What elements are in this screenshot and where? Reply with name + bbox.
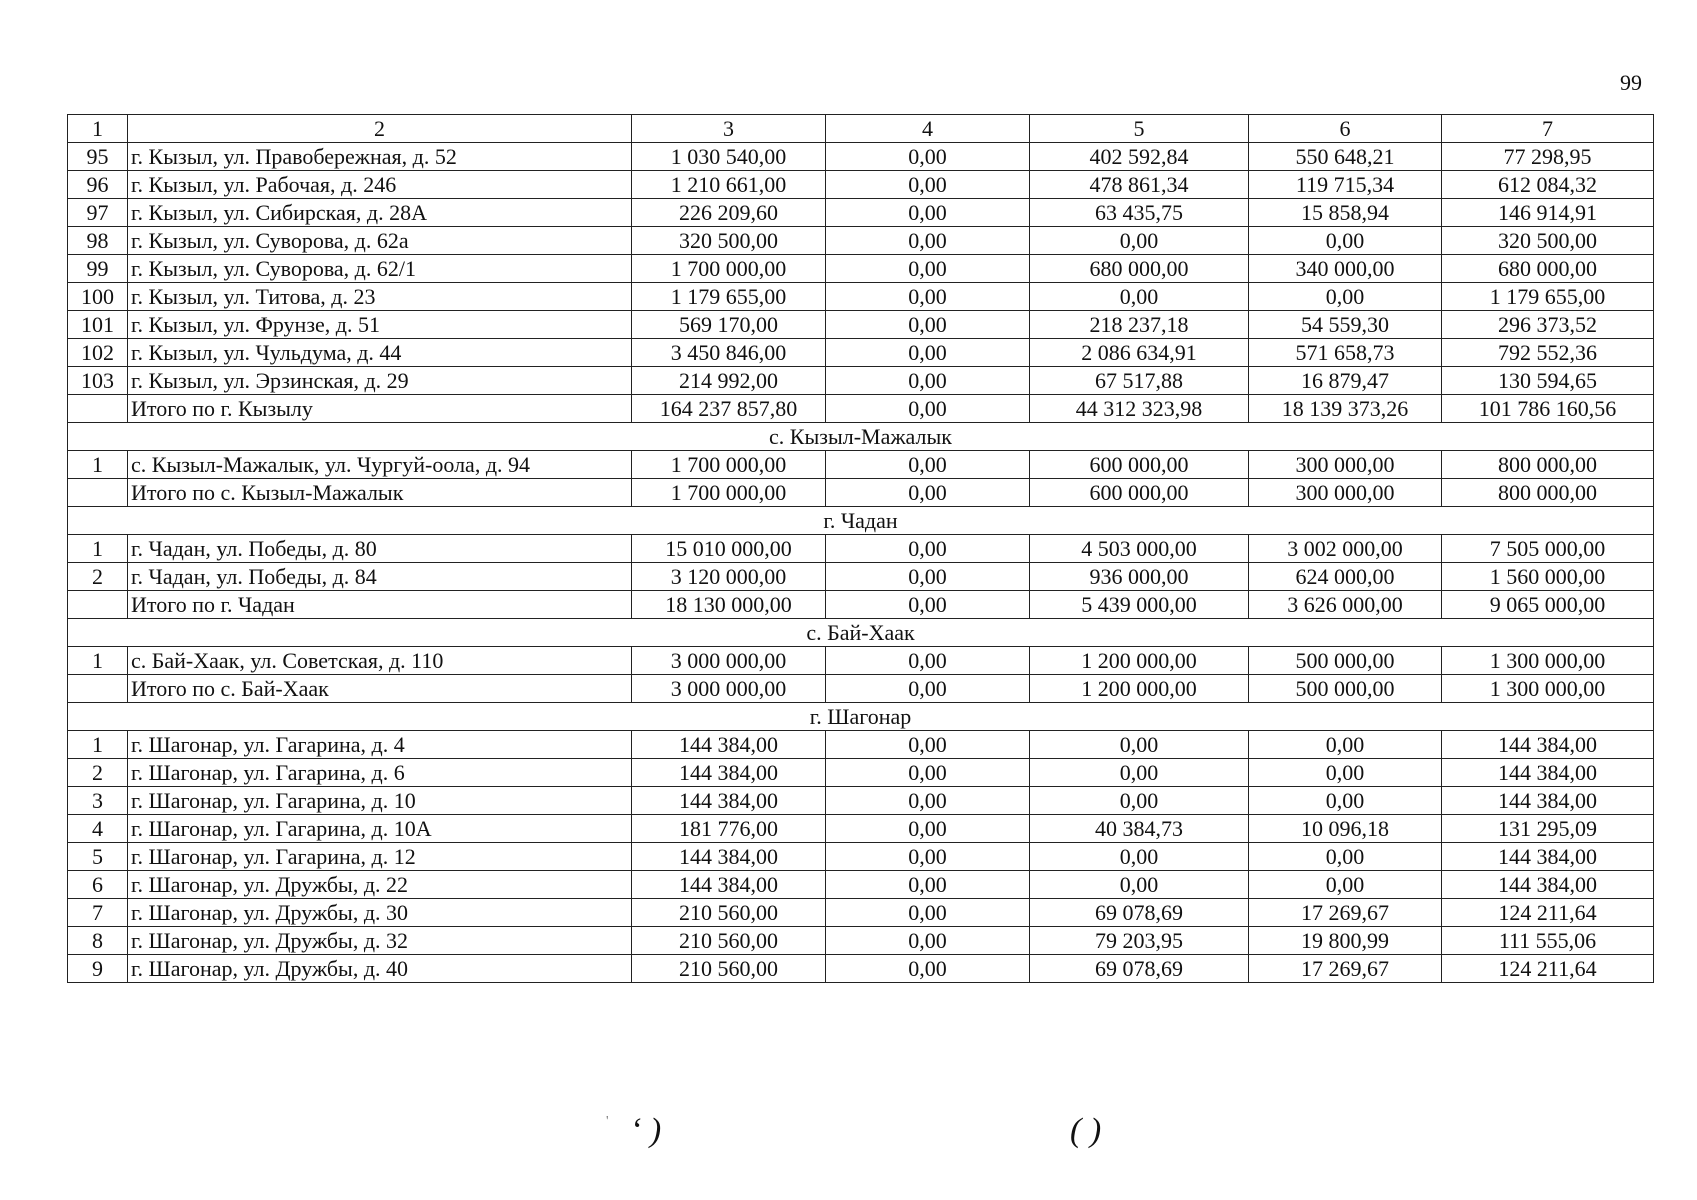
table-row	[68, 451, 1654, 479]
col4-cell: 0,00	[826, 675, 1030, 703]
col3-cell: 1 179 655,00	[632, 283, 826, 311]
row-number: 95	[68, 143, 128, 171]
col3-cell: 164 237 857,80	[632, 395, 826, 423]
table-body	[68, 115, 1654, 983]
address-cell: г. Шагонар, ул. Дружбы, д. 22	[128, 871, 632, 899]
col4-cell: 0,00	[826, 647, 1030, 675]
col3-cell: 320 500,00	[632, 227, 826, 255]
address-cell: г. Кызыл, ул. Фрунзе, д. 51	[128, 311, 632, 339]
row-number: 1	[68, 451, 128, 479]
col6-cell: 500 000,00	[1249, 647, 1442, 675]
row-number: 96	[68, 171, 128, 199]
col3-cell: 18 130 000,00	[632, 591, 826, 619]
col3-cell: 226 209,60	[632, 199, 826, 227]
col5-cell: 600 000,00	[1030, 479, 1249, 507]
col7-cell: 111 555,06	[1442, 927, 1654, 955]
address-cell: г. Кызыл, ул. Правобережная, д. 52	[128, 143, 632, 171]
col7-cell: 320 500,00	[1442, 227, 1654, 255]
col6-cell: 0,00	[1249, 283, 1442, 311]
col6-cell: 15 858,94	[1249, 199, 1442, 227]
address-cell: г. Кызыл, ул. Чульдума, д. 44	[128, 339, 632, 367]
col7-cell: 680 000,00	[1442, 255, 1654, 283]
col3-cell: 569 170,00	[632, 311, 826, 339]
address-cell: г. Кызыл, ул. Сибирская, д. 28А	[128, 199, 632, 227]
col5-cell: 0,00	[1030, 787, 1249, 815]
col7-cell: 800 000,00	[1442, 451, 1654, 479]
col7-cell: 146 914,91	[1442, 199, 1654, 227]
col3-cell: 144 384,00	[632, 787, 826, 815]
col4-cell: 0,00	[826, 871, 1030, 899]
col6-cell: 624 000,00	[1249, 563, 1442, 591]
address-cell: Итого по с. Бай-Хаак	[128, 675, 632, 703]
col7-cell: 130 594,65	[1442, 367, 1654, 395]
col3-cell: 144 384,00	[632, 871, 826, 899]
col5-cell: 69 078,69	[1030, 899, 1249, 927]
header-cell: 3	[632, 115, 826, 143]
col3-cell: 1 700 000,00	[632, 255, 826, 283]
address-cell: г. Чадан, ул. Победы, д. 84	[128, 563, 632, 591]
col5-cell: 478 861,34	[1030, 171, 1249, 199]
col6-cell: 550 648,21	[1249, 143, 1442, 171]
col3-cell: 1 700 000,00	[632, 479, 826, 507]
address-cell: г. Чадан, ул. Победы, д. 80	[128, 535, 632, 563]
address-cell: г. Шагонар, ул. Гагарина, д. 4	[128, 731, 632, 759]
col4-cell: 0,00	[826, 143, 1030, 171]
col3-cell: 3 000 000,00	[632, 675, 826, 703]
col7-cell: 1 300 000,00	[1442, 675, 1654, 703]
col4-cell: 0,00	[826, 843, 1030, 871]
col6-cell: 340 000,00	[1249, 255, 1442, 283]
col3-cell: 210 560,00	[632, 927, 826, 955]
col4-cell: 0,00	[826, 171, 1030, 199]
table-row	[68, 843, 1654, 871]
total-row	[68, 479, 1654, 507]
col7-cell: 7 505 000,00	[1442, 535, 1654, 563]
col3-cell: 144 384,00	[632, 843, 826, 871]
row-number: 1	[68, 731, 128, 759]
col7-cell: 1 300 000,00	[1442, 647, 1654, 675]
col6-cell: 0,00	[1249, 227, 1442, 255]
table-row	[68, 171, 1654, 199]
col6-cell: 3 002 000,00	[1249, 535, 1442, 563]
header-cell: 5	[1030, 115, 1249, 143]
address-cell: г. Шагонар, ул. Гагарина, д. 12	[128, 843, 632, 871]
col7-cell: 9 065 000,00	[1442, 591, 1654, 619]
col6-cell: 3 626 000,00	[1249, 591, 1442, 619]
table-row	[68, 759, 1654, 787]
col3-cell: 144 384,00	[632, 759, 826, 787]
section-title: с. Кызыл-Мажалык	[68, 423, 1654, 451]
section-row	[68, 507, 1654, 535]
col5-cell: 79 203,95	[1030, 927, 1249, 955]
col7-cell: 101 786 160,56	[1442, 395, 1654, 423]
col5-cell: 0,00	[1030, 759, 1249, 787]
col3-cell: 210 560,00	[632, 955, 826, 983]
col6-cell: 54 559,30	[1249, 311, 1442, 339]
col4-cell: 0,00	[826, 535, 1030, 563]
data-table	[67, 114, 1654, 983]
row-number: 2	[68, 759, 128, 787]
col4-cell: 0,00	[826, 255, 1030, 283]
address-cell: г. Шагонар, ул. Гагарина, д. 10А	[128, 815, 632, 843]
address-cell: г. Шагонар, ул. Дружбы, д. 40	[128, 955, 632, 983]
section-row	[68, 619, 1654, 647]
col6-cell: 16 879,47	[1249, 367, 1442, 395]
col3-cell: 181 776,00	[632, 815, 826, 843]
table-row	[68, 367, 1654, 395]
col4-cell: 0,00	[826, 339, 1030, 367]
page-number: 99	[1620, 70, 1642, 95]
table-row	[68, 283, 1654, 311]
col4-cell: 0,00	[826, 367, 1030, 395]
col4-cell: 0,00	[826, 731, 1030, 759]
address-cell: Итого по г. Чадан	[128, 591, 632, 619]
col5-cell: 0,00	[1030, 871, 1249, 899]
table-row	[68, 563, 1654, 591]
col6-cell: 300 000,00	[1249, 479, 1442, 507]
col4-cell: 0,00	[826, 395, 1030, 423]
col6-cell: 0,00	[1249, 731, 1442, 759]
col7-cell: 144 384,00	[1442, 787, 1654, 815]
col7-cell: 1 179 655,00	[1442, 283, 1654, 311]
col5-cell: 680 000,00	[1030, 255, 1249, 283]
address-cell: с. Бай-Хаак, ул. Советская, д. 110	[128, 647, 632, 675]
col3-cell: 3 120 000,00	[632, 563, 826, 591]
col5-cell: 63 435,75	[1030, 199, 1249, 227]
col6-cell: 0,00	[1249, 843, 1442, 871]
address-cell: Итого по г. Кызылу	[128, 395, 632, 423]
col6-cell: 300 000,00	[1249, 451, 1442, 479]
col5-cell: 2 086 634,91	[1030, 339, 1249, 367]
col6-cell: 571 658,73	[1249, 339, 1442, 367]
col7-cell: 296 373,52	[1442, 311, 1654, 339]
row-number: 6	[68, 871, 128, 899]
col7-cell: 800 000,00	[1442, 479, 1654, 507]
section-title: г. Шагонар	[68, 703, 1654, 731]
col5-cell: 600 000,00	[1030, 451, 1249, 479]
table-row	[68, 647, 1654, 675]
col5-cell: 40 384,73	[1030, 815, 1249, 843]
scan-mark-right: ( )	[1070, 1112, 1102, 1149]
header-cell: 4	[826, 115, 1030, 143]
col5-cell: 936 000,00	[1030, 563, 1249, 591]
col7-cell: 144 384,00	[1442, 843, 1654, 871]
col3-cell: 1 210 661,00	[632, 171, 826, 199]
header-cell: 1	[68, 115, 128, 143]
col4-cell: 0,00	[826, 283, 1030, 311]
address-cell: Итого по с. Кызыл-Мажалык	[128, 479, 632, 507]
row-number	[68, 591, 128, 619]
col6-cell: 0,00	[1249, 787, 1442, 815]
header-cell: 6	[1249, 115, 1442, 143]
col6-cell: 119 715,34	[1249, 171, 1442, 199]
col7-cell: 124 211,64	[1442, 955, 1654, 983]
col5-cell: 0,00	[1030, 731, 1249, 759]
col7-cell: 1 560 000,00	[1442, 563, 1654, 591]
col4-cell: 0,00	[826, 787, 1030, 815]
section-title: с. Бай-Хаак	[68, 619, 1654, 647]
address-cell: г. Кызыл, ул. Титова, д. 23	[128, 283, 632, 311]
table-row	[68, 311, 1654, 339]
table-row	[68, 255, 1654, 283]
col3-cell: 15 010 000,00	[632, 535, 826, 563]
header-cell: 2	[128, 115, 632, 143]
col3-cell: 210 560,00	[632, 899, 826, 927]
address-cell: с. Кызыл-Мажалык, ул. Чургуй-оола, д. 94	[128, 451, 632, 479]
table-row	[68, 815, 1654, 843]
col4-cell: 0,00	[826, 199, 1030, 227]
col7-cell: 124 211,64	[1442, 899, 1654, 927]
col3-cell: 3 450 846,00	[632, 339, 826, 367]
col5-cell: 218 237,18	[1030, 311, 1249, 339]
col6-cell: 17 269,67	[1249, 955, 1442, 983]
table-row	[68, 199, 1654, 227]
col6-cell: 10 096,18	[1249, 815, 1442, 843]
col4-cell: 0,00	[826, 899, 1030, 927]
table-row	[68, 143, 1654, 171]
table-row	[68, 339, 1654, 367]
col6-cell: 0,00	[1249, 759, 1442, 787]
section-title: г. Чадан	[68, 507, 1654, 535]
row-number: 8	[68, 927, 128, 955]
row-number: 1	[68, 535, 128, 563]
col5-cell: 0,00	[1030, 283, 1249, 311]
header-row	[68, 115, 1654, 143]
col5-cell: 1 200 000,00	[1030, 647, 1249, 675]
row-number: 100	[68, 283, 128, 311]
row-number: 97	[68, 199, 128, 227]
row-number: 9	[68, 955, 128, 983]
address-cell: г. Кызыл, ул. Эрзинская, д. 29	[128, 367, 632, 395]
col4-cell: 0,00	[826, 311, 1030, 339]
row-number: 102	[68, 339, 128, 367]
col6-cell: 18 139 373,26	[1249, 395, 1442, 423]
col7-cell: 77 298,95	[1442, 143, 1654, 171]
row-number	[68, 675, 128, 703]
col5-cell: 1 200 000,00	[1030, 675, 1249, 703]
table-row	[68, 871, 1654, 899]
col6-cell: 500 000,00	[1249, 675, 1442, 703]
table-row	[68, 535, 1654, 563]
header-cell: 7	[1442, 115, 1654, 143]
row-number	[68, 479, 128, 507]
col7-cell: 144 384,00	[1442, 759, 1654, 787]
table-row	[68, 731, 1654, 759]
col5-cell: 0,00	[1030, 227, 1249, 255]
col3-cell: 1 700 000,00	[632, 451, 826, 479]
total-row	[68, 395, 1654, 423]
col7-cell: 144 384,00	[1442, 731, 1654, 759]
col5-cell: 69 078,69	[1030, 955, 1249, 983]
col6-cell: 17 269,67	[1249, 899, 1442, 927]
col4-cell: 0,00	[826, 227, 1030, 255]
row-number: 3	[68, 787, 128, 815]
col4-cell: 0,00	[826, 927, 1030, 955]
address-cell: г. Кызыл, ул. Рабочая, д. 246	[128, 171, 632, 199]
col4-cell: 0,00	[826, 815, 1030, 843]
table-row	[68, 227, 1654, 255]
col7-cell: 612 084,32	[1442, 171, 1654, 199]
row-number: 7	[68, 899, 128, 927]
col3-cell: 144 384,00	[632, 731, 826, 759]
row-number: 101	[68, 311, 128, 339]
col5-cell: 402 592,84	[1030, 143, 1249, 171]
col4-cell: 0,00	[826, 955, 1030, 983]
table-row	[68, 927, 1654, 955]
col3-cell: 1 030 540,00	[632, 143, 826, 171]
row-number: 103	[68, 367, 128, 395]
scan-mark-left: ‘ )	[630, 1112, 662, 1149]
table-row	[68, 787, 1654, 815]
row-number: 98	[68, 227, 128, 255]
col3-cell: 3 000 000,00	[632, 647, 826, 675]
col4-cell: 0,00	[826, 563, 1030, 591]
row-number	[68, 395, 128, 423]
address-cell: г. Кызыл, ул. Суворова, д. 62а	[128, 227, 632, 255]
address-cell: г. Шагонар, ул. Гагарина, д. 6	[128, 759, 632, 787]
table-row	[68, 899, 1654, 927]
col4-cell: 0,00	[826, 759, 1030, 787]
row-number: 5	[68, 843, 128, 871]
col3-cell: 214 992,00	[632, 367, 826, 395]
col7-cell: 144 384,00	[1442, 871, 1654, 899]
address-cell: г. Кызыл, ул. Суворова, д. 62/1	[128, 255, 632, 283]
col5-cell: 5 439 000,00	[1030, 591, 1249, 619]
col7-cell: 792 552,36	[1442, 339, 1654, 367]
col4-cell: 0,00	[826, 591, 1030, 619]
row-number: 1	[68, 647, 128, 675]
address-cell: г. Шагонар, ул. Дружбы, д. 30	[128, 899, 632, 927]
col4-cell: 0,00	[826, 451, 1030, 479]
col5-cell: 0,00	[1030, 843, 1249, 871]
col4-cell: 0,00	[826, 479, 1030, 507]
row-number: 2	[68, 563, 128, 591]
col5-cell: 44 312 323,98	[1030, 395, 1249, 423]
row-number: 4	[68, 815, 128, 843]
col7-cell: 131 295,09	[1442, 815, 1654, 843]
col5-cell: 67 517,88	[1030, 367, 1249, 395]
row-number: 99	[68, 255, 128, 283]
total-row	[68, 591, 1654, 619]
total-row	[68, 675, 1654, 703]
section-row	[68, 423, 1654, 451]
address-cell: г. Шагонар, ул. Дружбы, д. 32	[128, 927, 632, 955]
table-row	[68, 955, 1654, 983]
section-row	[68, 703, 1654, 731]
col5-cell: 4 503 000,00	[1030, 535, 1249, 563]
col6-cell: 0,00	[1249, 871, 1442, 899]
scan-mark-dot-left: '	[606, 1114, 609, 1129]
address-cell: г. Шагонар, ул. Гагарина, д. 10	[128, 787, 632, 815]
col6-cell: 19 800,99	[1249, 927, 1442, 955]
